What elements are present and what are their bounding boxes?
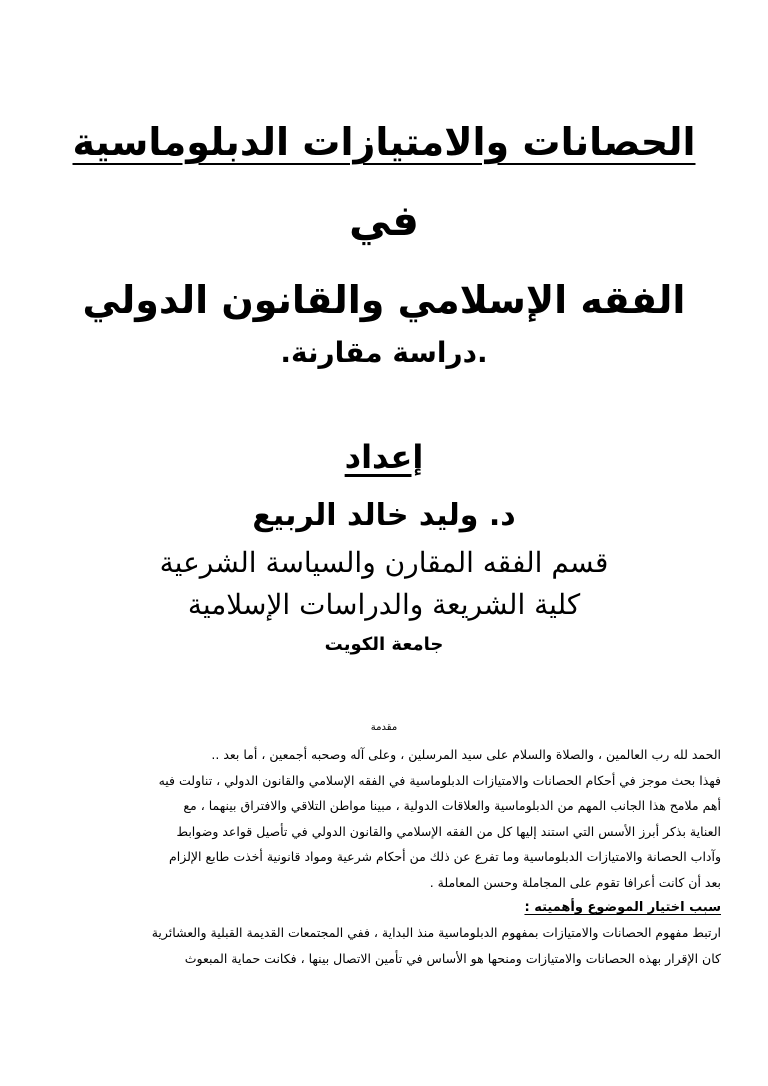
document-subtitle: الفقه الإسلامي والقانون الدولي <box>82 278 686 322</box>
paragraph-line: العناية بذكر أبرز الأسس التي استند إليها كل من الفقه الإسلامي والقانون الدولي في تأصيل قواعد وضوابط <box>176 823 721 839</box>
department-name: قسم الفقه المقارن والسياسة الشرعية <box>159 546 609 579</box>
college-name: كلية الشريعة والدراسات الإسلامية <box>187 588 581 621</box>
author-name: د. وليد خالد الربيع <box>252 498 516 533</box>
paragraph-line: الحمد لله رب العالمين ، والصلاة والسلام على سيد المرسلين ، وعلى آله وصحبه أجمعين ، أما بعد .. <box>211 747 721 762</box>
university-name: جامعة الكويت <box>324 634 444 655</box>
paragraph-line: ارتبط مفهوم الحصانات والامتيازات بمفهوم الدبلوماسية منذ البداية ، ففي المجتمعات القديمة القبلية والعشائرية <box>151 925 721 940</box>
introduction-heading: مقدمة <box>370 722 398 733</box>
paragraph-line: وآداب الحصانة والامتيازات الدبلوماسية وما تفرع عن ذلك من أحكام شرعية ومواد قانونية أخذت طابع الإلزام <box>168 849 721 864</box>
paragraph-line: أهم ملامح هذا الجانب المهم من الدبلوماسية والعلاقات الدولية ، مبينا مواطن التلاقي والافتراق بينهما ، مع <box>183 798 721 813</box>
paragraph-line: فهذا بحث موجز في أحكام الحصانات والامتيازات الدبلوماسية في الفقه الإسلامي والقانون الدولي ، تناولت فيه <box>158 772 721 788</box>
section-body <box>49 920 721 971</box>
section-heading: سبب اختيار الموضوع وأهميته : <box>524 900 721 915</box>
prepared-by-label: إعداد <box>344 438 424 476</box>
study-type: .دراسة مقارنة. <box>280 336 488 369</box>
title-preposition: في <box>349 196 419 245</box>
document-title: الحصانات والامتيازات الدبلوماسية <box>72 120 696 164</box>
paragraph-line: بعد أن كانت أعرافا تقوم على المجاملة وحسن المعاملة . <box>429 874 721 890</box>
paragraph-line: كان الإقرار بهذه الحصانات والامتيازات ومنحها هو الأساس في تأمين الاتصال بينها ، فكانت حماية المبعوث <box>184 950 721 966</box>
introduction-body <box>49 742 721 895</box>
